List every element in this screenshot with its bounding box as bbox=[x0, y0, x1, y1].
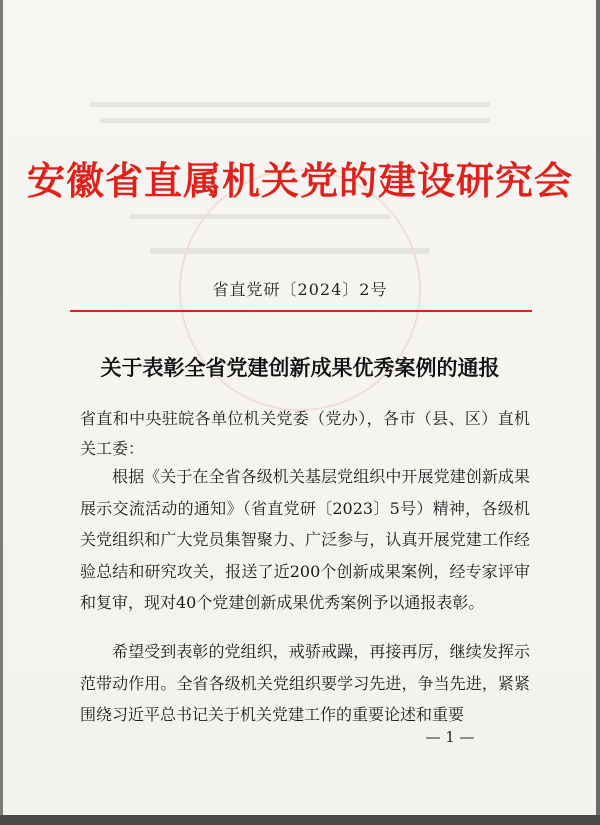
red-separator-line bbox=[70, 310, 532, 312]
body-paragraph-1: 根据《关于在全省各级机关基层党组织中开展党建创新成果展示交流活动的通知》（省直党研〔2023〕5号）精神，各级机关党组织和广大党员集智聚力、广泛参与，认真开展党建工作经验总结和研究攻关，报送了近200个创新成果案例，经专家评审和复审，现对40个党建创新成果优秀案例予以通报表彰。 bbox=[80, 467, 530, 612]
document-number: 省直党研〔2024〕2号 bbox=[212, 280, 388, 299]
page-number: — 1 — bbox=[425, 728, 475, 746]
scan-edge-bottom bbox=[0, 815, 600, 825]
bleed-through-texture bbox=[0, 90, 600, 450]
body-paragraph-2: 希望受到表彰的党组织，戒骄戒躁，再接再厉，继续发挥示范带动作用。全省各级机关党组织要学习先进，争当先进，紧紧围绕习近平总书记关于机关党建工作的重要论述和重要 bbox=[80, 642, 530, 724]
salutation: 省直和中央驻皖各单位机关党委（党办），各市（县、区）直机关工委： bbox=[80, 409, 530, 458]
issuing-organization: 安徽省直属机关党的建设研究会 bbox=[26, 158, 573, 203]
document-title: 关于表彰全省党建创新成果优秀案例的通报 bbox=[100, 355, 500, 380]
